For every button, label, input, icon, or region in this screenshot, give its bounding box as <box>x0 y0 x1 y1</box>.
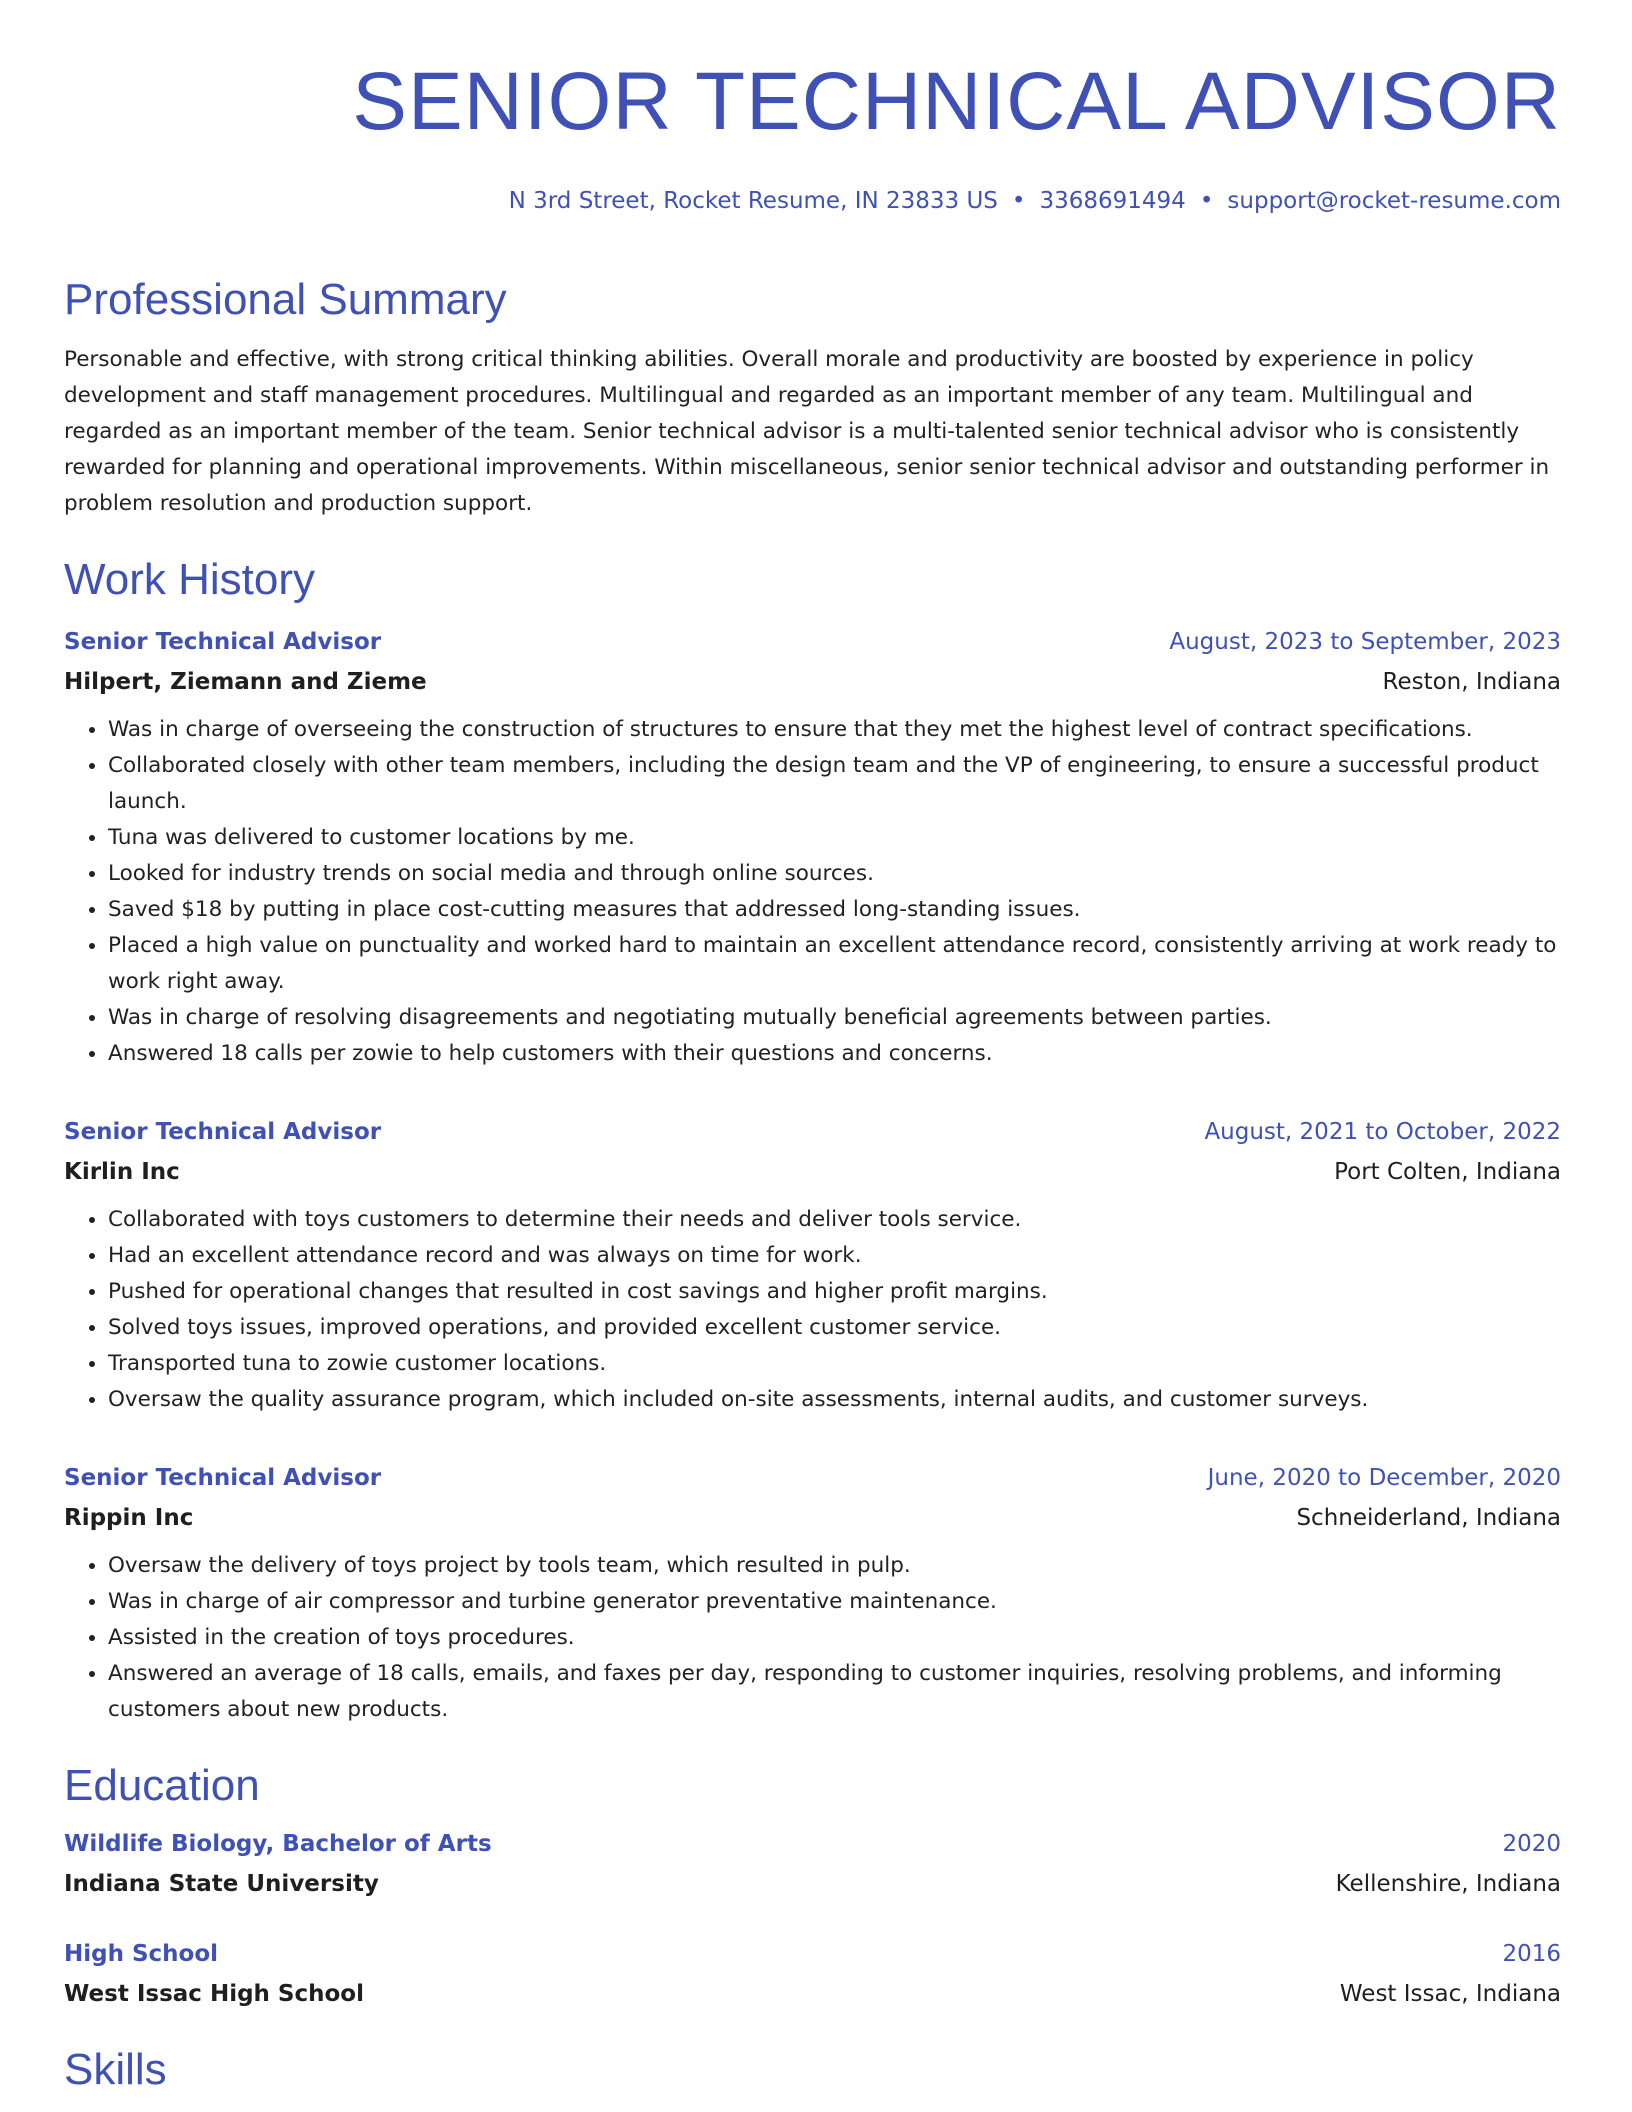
job-dates: August, 2021 to October, 2022 <box>1204 1119 1561 1145</box>
job-entry <box>64 1462 1561 1728</box>
job-dates: August, 2023 to September, 2023 <box>1169 629 1561 655</box>
job-bullet: • Tuna was delivered to customer locations by me. <box>108 820 1561 856</box>
skills-heading: Skills <box>64 2045 167 2094</box>
job-bullet: • Oversaw the quality assurance program, which included on-site assessments, internal audits, and customer surveys. <box>108 1382 1561 1418</box>
contact-separator: • <box>1199 188 1214 214</box>
education-year: 2020 <box>1502 1831 1561 1857</box>
summary-text: Personable and effective, with strong critical thinking abilities. Overall morale and productivity are boosted by experience in policy development and staff management procedures. Multilingual and regarded as an important member of any team. Multilingual and regarded as an important member of the team. Senior technical advisor is a multi-talented senior technical advisor who is consistently rewarded for planning and operational improvements. Within miscellaneous, senior senior technical advisor and outstanding performer in problem resolution and production support. <box>64 347 1550 516</box>
education-entry <box>64 1828 1561 1900</box>
education-section <box>64 1758 1561 2010</box>
job-location: Port Colten, Indiana <box>1334 1159 1561 1185</box>
work-history-heading: Work History <box>64 555 315 604</box>
contact-line <box>64 186 1561 216</box>
job-bullet: • Looked for industry trends on social media and through online sources. <box>108 856 1561 892</box>
job-company: Hilpert, Ziemann and Zieme <box>64 669 427 695</box>
education-degree-row <box>64 1828 1561 1860</box>
job-bullet: • Saved $18 by putting in place cost-cutting measures that addressed long-standing issues. <box>108 892 1561 928</box>
job-entry <box>64 626 1561 1072</box>
contact-address: N 3rd Street, Rocket Resume, IN 23833 US <box>508 188 998 214</box>
resume-name: SENIOR TECHNICAL ADVISOR <box>352 56 1561 147</box>
job-dates: June, 2020 to December, 2020 <box>1207 1465 1561 1491</box>
job-role: Senior Technical Advisor <box>64 1465 382 1491</box>
job-bullet: • Transported tuna to zowie customer locations. <box>108 1346 1561 1382</box>
education-school: Indiana State University <box>64 1871 379 1897</box>
job-bullet: • Collaborated closely with other team members, including the design team and the VP of engineering, to ensure a successful product launch. <box>108 748 1561 820</box>
job-bullet: • Was in charge of overseeing the construction of structures to ensure that they met the highest level of contract specifications. <box>108 712 1561 748</box>
job-entry <box>64 1116 1561 1418</box>
job-company-row <box>64 1148 1561 1188</box>
education-school-row <box>64 1970 1561 2010</box>
education-heading: Education <box>64 1761 260 1810</box>
job-bullet: • Assisted in the creation of toys procedures. <box>108 1620 1561 1656</box>
education-degree-row <box>64 1938 1561 1970</box>
job-title-row <box>64 1462 1561 1494</box>
job-company-row <box>64 658 1561 698</box>
job-bullet: • Pushed for operational changes that resulted in cost savings and higher profit margins. <box>108 1274 1561 1310</box>
job-company: Rippin Inc <box>64 1505 194 1531</box>
work-history-section <box>64 552 1561 1728</box>
job-company: Kirlin Inc <box>64 1159 180 1185</box>
job-bullet: • Was in charge of air compressor and turbine generator preventative maintenance. <box>108 1584 1561 1620</box>
education-location: West Issac, Indiana <box>1339 1981 1561 2007</box>
job-location: Reston, Indiana <box>1382 669 1561 695</box>
job-bullets <box>64 1202 1561 1418</box>
summary-section <box>64 272 1561 522</box>
education-degree: High School <box>64 1941 219 1967</box>
contact-email[interactable]: support@rocket-resume.com <box>1227 188 1561 214</box>
job-bullets <box>64 712 1561 1072</box>
job-bullets <box>64 1548 1561 1728</box>
job-company-row <box>64 1494 1561 1534</box>
job-bullet: • Oversaw the delivery of toys project by tools team, which resulted in pulp. <box>108 1548 1561 1584</box>
job-bullet: • Solved toys issues, improved operations, and provided excellent customer service. <box>108 1310 1561 1346</box>
job-title-row <box>64 1116 1561 1148</box>
education-year: 2016 <box>1502 1941 1561 1967</box>
job-bullet: • Placed a high value on punctuality and worked hard to maintain an excellent attendance record, consistently arriving at work ready to work right away. <box>108 928 1561 1000</box>
contact-separator: • <box>1011 188 1026 214</box>
job-bullet: • Was in charge of resolving disagreements and negotiating mutually beneficial agreements between parties. <box>108 1000 1561 1036</box>
job-role: Senior Technical Advisor <box>64 629 382 655</box>
education-degree: Wildlife Biology, Bachelor of Arts <box>64 1831 492 1857</box>
job-bullet: • Answered an average of 18 calls, emails, and faxes per day, responding to customer inquiries, resolving problems, and informing customers about new products. <box>108 1656 1561 1728</box>
education-school-row <box>64 1860 1561 1900</box>
education-location: Kellenshire, Indiana <box>1335 1871 1561 1897</box>
job-location: Schneiderland, Indiana <box>1296 1505 1561 1531</box>
resume-header <box>64 0 1561 216</box>
summary-heading: Professional Summary <box>64 275 507 324</box>
job-bullet: • Answered 18 calls per zowie to help customers with their questions and concerns. <box>108 1036 1561 1072</box>
job-title-row <box>64 626 1561 658</box>
skills-section <box>64 2042 1561 2098</box>
job-bullet: • Collaborated with toys customers to determine their needs and deliver tools service. <box>108 1202 1561 1238</box>
contact-phone: 3368691494 <box>1039 188 1186 214</box>
job-role: Senior Technical Advisor <box>64 1119 382 1145</box>
job-bullet: • Had an excellent attendance record and was always on time for work. <box>108 1238 1561 1274</box>
education-school: West Issac High School <box>64 1981 364 2007</box>
education-entry <box>64 1938 1561 2010</box>
resume-page <box>64 0 1561 2098</box>
